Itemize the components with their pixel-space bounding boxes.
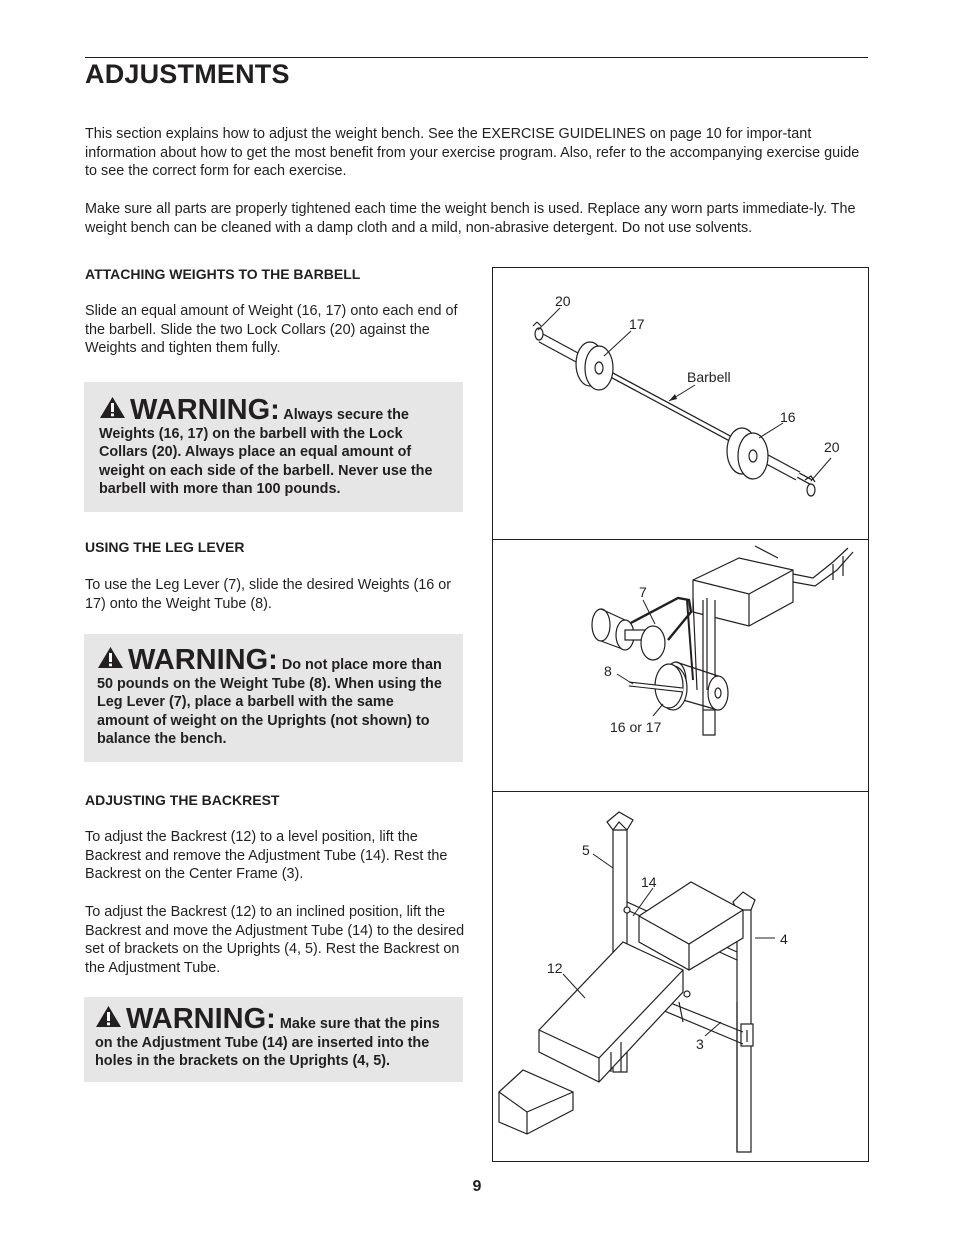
label-upright-4: 4 [780, 931, 788, 947]
label-barbell: Barbell [687, 369, 731, 385]
warning-box-barbell [84, 382, 463, 512]
section-heading-backrest: ADJUSTING THE BACKREST [85, 792, 280, 808]
label-weight-16: 16 [780, 409, 796, 425]
warning-label: WARNING: [126, 1003, 276, 1035]
warning-label: WARNING: [128, 644, 278, 676]
section-heading-barbell: ATTACHING WEIGHTS TO THE BARBELL [85, 266, 361, 282]
warning-triangle-icon [99, 396, 126, 419]
label-upright-5: 5 [582, 842, 590, 858]
warning-triangle-icon [95, 1005, 122, 1028]
label-lock-collar-right: 20 [824, 439, 840, 455]
warning-triangle-icon [97, 646, 124, 669]
warning-box-leg-lever [84, 634, 463, 762]
label-leg-lever: 7 [639, 584, 647, 600]
label-weight-17: 17 [629, 316, 645, 332]
label-backrest: 12 [547, 960, 563, 976]
page-title: ADJUSTMENTS [85, 59, 290, 89]
section-text-barbell: Slide an equal amount of Weight (16, 17) onto each end of the barbell. Slide the two Lock Collars (20) against the Weights and tighten them fully. [85, 303, 458, 357]
figure-barbell [492, 267, 869, 541]
warning-box-backrest [84, 997, 463, 1082]
barbell-illustration [493, 268, 870, 542]
warning-label: WARNING: [130, 394, 280, 426]
warning-text: Do not place more than 50 pounds on the Weight Tube (8). When using the Leg Lever (7), place a barbell with the same amount of weight on the Uprights (not shown) to balance the bench. [97, 657, 442, 748]
section-heading-leg-lever: USING THE LEG LEVER [85, 539, 245, 555]
intro-paragraph-1: This section explains how to adjust the weight bench. See the EXERCISE GUIDELINES on page 10 for impor-tant information about how to get the most benefit from your exercise program. Also, refer to the accompanying exercise guide to see the correct form for each exercise. [85, 126, 860, 179]
label-adjustment-tube: 14 [641, 874, 657, 890]
warning-text: Make sure that the pins on the Adjustment Tube (14) are inserted into the holes in the brackets on the Uprights (4, 5). [95, 1016, 440, 1070]
label-weights: 16 or 17 [610, 719, 662, 735]
section-text-leg-lever: To use the Leg Lever (7), slide the desired Weights (16 or 17) onto the Weight Tube (8). [85, 577, 452, 612]
backrest-illustration [493, 792, 870, 1163]
warning-text: Always secure the Weights (16, 17) on the barbell with the Lock Collars (20). Always place an equal amount of weight on each side of the barbell. Never use the barbell with more than 100 pounds. [99, 407, 433, 498]
figure-leg-lever [492, 539, 869, 793]
label-center-frame: 3 [696, 1036, 704, 1052]
page-number: 9 [472, 1178, 482, 1195]
section-text-backrest-2: To adjust the Backrest (12) to an inclined position, lift the Backrest and move the Adjustment Tube (14) to the desired set of brackets on the Uprights (4, 5). Rest the Backrest on the Adjustment Tube. [85, 904, 465, 977]
top-rule [85, 57, 868, 58]
figure-backrest [492, 791, 869, 1162]
intro-paragraph-2: Make sure all parts are properly tightened each time the weight bench is used. Replace any worn parts immediate-ly. The weight bench can be cleaned with a damp cloth and a mild, non-abrasive detergent. Do not use solvents. [85, 201, 856, 236]
label-lock-collar: 20 [555, 293, 571, 309]
label-weight-tube: 8 [604, 663, 612, 679]
leg-lever-illustration [493, 540, 870, 794]
section-text-backrest-1: To adjust the Backrest (12) to a level position, lift the Backrest and remove the Adjustment Tube (14). Rest the Backrest on the Center Frame (3). [85, 829, 448, 883]
